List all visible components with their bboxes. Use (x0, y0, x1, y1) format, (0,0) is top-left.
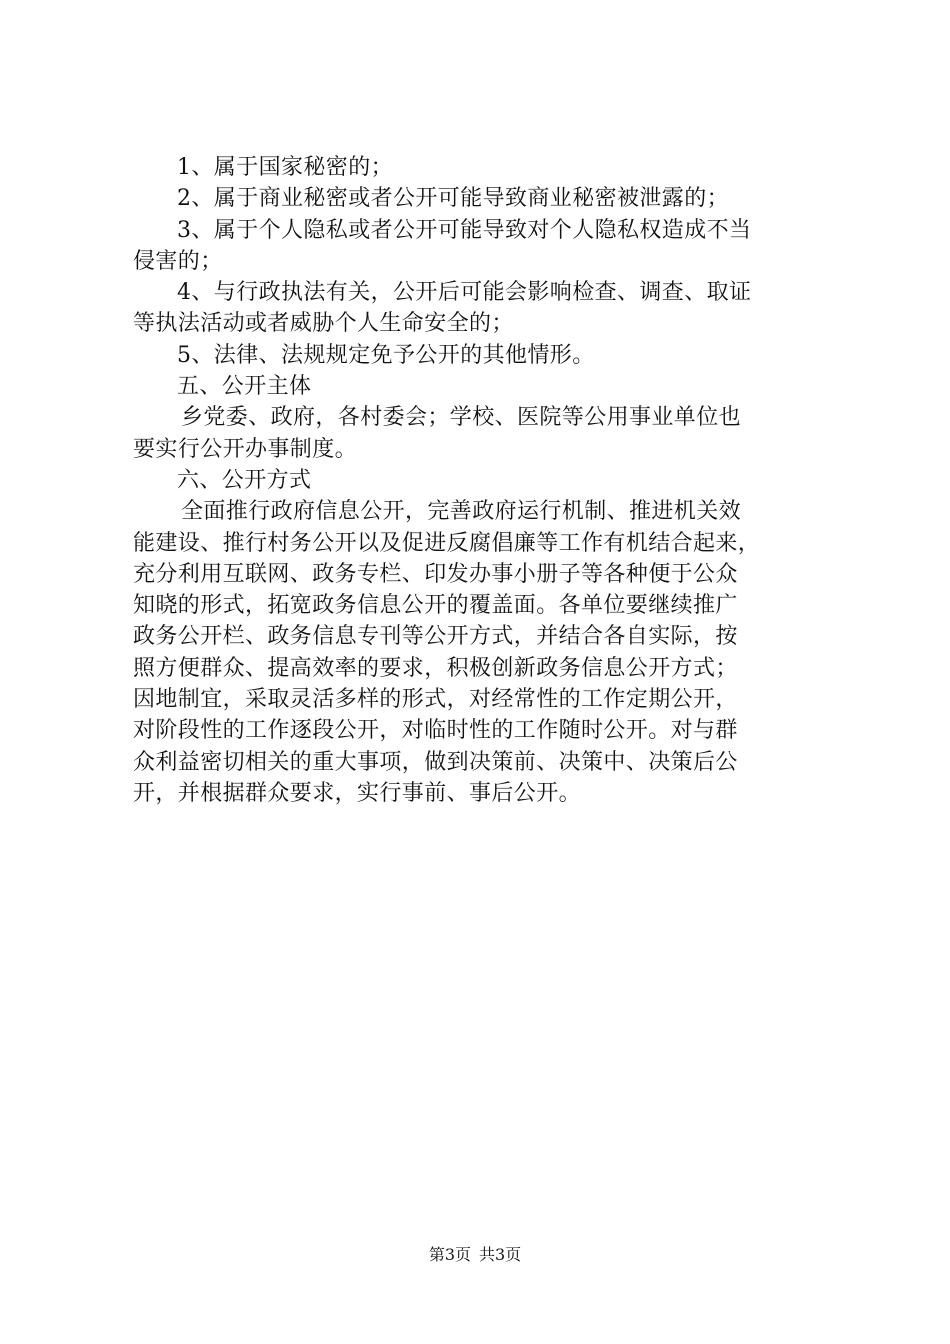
section-6-paragraph-line-2: 能建设、推行村务公开以及促进反腐倡廉等工作有机结合起来， (133, 530, 761, 556)
list-item-4-continued: 等执法活动或者威胁个人生命安全的； (133, 311, 514, 337)
section-6-paragraph-line-6: 照方便群众、提高效率的要求，积极创新政务信息公开方式； (133, 655, 738, 681)
list-item-4: 4、与行政执法有关，公开后可能会影响检查、调查、取证 (177, 280, 752, 306)
list-item-1: 1、属于国家秘密的； (177, 155, 393, 180)
section-6-paragraph-line-5: 政务公开栏、政务信息专刊等公开方式，并结合各自实际，按 (133, 624, 738, 650)
page-total: 共3页 (479, 1245, 522, 1264)
section-heading-6: 六、公开方式 (177, 467, 312, 493)
page-footer (0, 1245, 950, 1265)
list-item-5: 5、法律、法规规定免予公开的其他情形。 (177, 342, 595, 368)
section-6-paragraph-line-7: 因地制宜，采取灵活多样的形式，对经常性的工作定期公开， (133, 687, 738, 713)
list-item-3-continued: 侵害的； (133, 248, 223, 274)
list-item-3: 3、属于个人隐私或者公开可能导致对个人隐私权造成不当 (177, 217, 752, 243)
section-6-paragraph-line-8: 对阶段性的工作逐段公开，对临时性的工作随时公开。对与群 (133, 718, 738, 744)
document-body (133, 152, 833, 809)
section-5-paragraph-continued: 要实行公开办事制度。 (133, 436, 358, 462)
section-heading-5: 五、公开主体 (177, 374, 312, 400)
section-5-paragraph: 乡党委、政府，各村委会；学校、医院等公用事业单位也 (181, 405, 742, 431)
page-number: 第3页 (428, 1245, 471, 1264)
section-6-paragraph: 全面推行政府信息公开，完善政府运行机制、推进机关效 (181, 499, 742, 525)
section-6-paragraph-line-3: 充分利用互联网、政务专栏、印发办事小册子等各种便于公众 (133, 561, 738, 587)
list-item-2: 2、属于商业秘密或者公开可能导致商业秘密被泄露的； (177, 186, 729, 212)
section-6-paragraph-line-10: 开，并根据群众要求，实行事前、事后公开。 (133, 780, 582, 806)
section-6-paragraph-line-9: 众利益密切相关的重大事项，做到决策前、决策中、决策后公 (133, 749, 738, 775)
section-6-paragraph-line-4: 知晓的形式，拓宽政务信息公开的覆盖面。各单位要继续推广 (133, 593, 738, 619)
